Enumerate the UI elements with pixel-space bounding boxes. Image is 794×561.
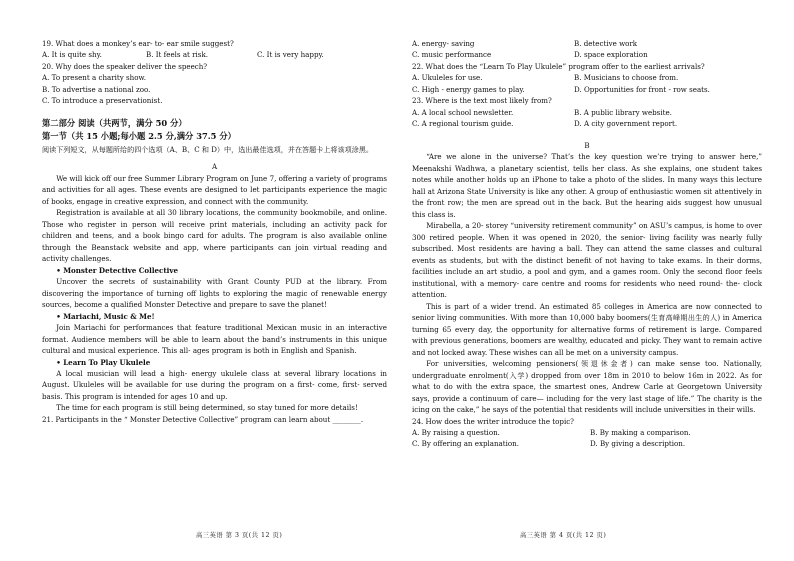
option-19-b: B. It feels at risk. — [146, 50, 209, 60]
passage-a-paragraph: Registration is available at all 30 library locations, the community bookmobile, and online. Those who register in person will receive print materials, including an activity pack for children and teens, and a book bingo card for adults. The program is also available online through the Beanstack website and app, where participants can join virtual reading and activity challenges. — [42, 208, 387, 264]
option-24-c: C. By offering an explanation. — [412, 439, 519, 449]
question-24-options-row — [412, 427, 762, 438]
option-19-c: C. It is very happy. — [257, 50, 324, 60]
section1-heading: 第一节（共 15 小题;每小题 2.5 分,满分 37.5 分） — [42, 131, 236, 142]
option-23-a: A. A local school newsletter. — [412, 107, 514, 117]
passage-b-paragraph: Mirabella, a 20- storey “university retirement community” on ASU’s campus, is home to over 300 retired people. When it was opened in 2020, the senior- living facility was nearly fully subscribed. Most residents are having a ball. They can attend the same classes and cultural events as students, but with the distinct benefit of not having to take exams. In their dorms, facilities include an art studio, a pool and gym, and a games room. Only the second floor feels institutional, with a memory- care centre and rooms for residents who need round- the- clock attention. — [412, 221, 762, 300]
question-19-options — [42, 49, 387, 60]
question-21-options-row — [412, 49, 762, 60]
option-23-b: B. A public library website. — [574, 107, 672, 117]
left-column — [42, 38, 387, 425]
option-19-a: A. It is quite shy. — [42, 50, 102, 60]
option-23-d: D. A city government report. — [574, 119, 678, 129]
option-22-b: B. Musicians to choose from. — [574, 73, 679, 83]
page-footer-right: 高三英语 第 4 页(共 12 页) — [520, 532, 607, 539]
option-22-a: A. Ukuleles for use. — [412, 73, 483, 83]
question-23-options-row — [412, 118, 762, 129]
passage-a-closing: The time for each program is still being determined, so stay tuned for more details! — [56, 403, 358, 413]
page-footer-left: 高三英语 第 3 页(共 12 页) — [196, 532, 283, 539]
question-24-options-row — [412, 438, 762, 449]
question-22-options-row — [412, 72, 762, 83]
program-title-ukulele: • Learn To Play Ukulele — [56, 357, 151, 367]
right-column — [412, 38, 762, 450]
option-24-a: A. By raising a question. — [412, 427, 500, 437]
question-24: 24. How does the writer introduce the topic? — [412, 416, 574, 426]
option-20-c: C. To introduce a preservationist. — [42, 96, 163, 106]
option-21-b: B. detective work — [574, 39, 638, 48]
program-text-mariachi: Join Mariachi for performances that feature traditional Mexican music in an interactive format. Audience members will be able to learn about the band’s instruments in this unique cultural and musical experience. This all- ages program is both in English and Spanish. — [42, 323, 387, 356]
passage-b-paragraph: “Are we alone in the universe? That’s the key question we’re trying to answer here,” Meenakshi Wadhwa, a planetary scientist, tells her class. As she explains, one student takes notes while another holds up an iPhone to take a photo of the slides. In many ways this lecture hall at Arizona State University is like any other. A group of enthusiastic women sit attentively in the front row; the men are spread out in the back. But the hearing aids suggest how unusual this class is. — [412, 152, 762, 219]
passage-a-label: A — [211, 162, 218, 172]
question-22-options-row — [412, 84, 762, 95]
question-22: 22. What does the “Learn To Play Ukulele” program offer to the earliest arrivals? — [412, 61, 705, 71]
passage-b-paragraph: For universities, welcoming pensioners(领退休金者) can make sense too. Nationally, undergraduate enrolment(入学) dropped from over 18m in 2010 to below 16m in 2022. As for what to do with the extra space, the smartest ones, Andrew Carle at Georgetown University says, provide a continuum of care— including for the very last stage of life.” The charity is the icing on the cake,” he says of the potential that residents will include universities in their wills. — [412, 359, 762, 415]
part2-heading: 第二部分 阅读（共两节，满分 50 分） — [42, 117, 187, 128]
spacer — [42, 107, 387, 117]
program-text-ukulele: A local musician will lead a high- energy ukulele class at several library locations in August. Ukuleles will be available for use during the program on a first- come, first- served basis. This program is intended for ages 10 and up. — [42, 368, 387, 401]
question-21-options-row — [412, 38, 762, 49]
passage-b-paragraph: This is part of a wider trend. An estimated 85 colleges in America are now connected to senior living communities. With more than 10,000 baby boomers(生育高峰期出生的人) in America turning 65 every day, the opportunity for alternative forms of retirement is large. Compared with previous generations, boomers are wealthy, educated and picky. They want to remain active and not locked away. These wishes can all be met on a university campus. — [412, 301, 762, 357]
program-title-mariachi: • Mariachi, Music & Me! — [56, 311, 155, 321]
option-22-d: D. Opportunities for front - row seats. — [574, 84, 710, 94]
question-19: 19. What does a monkey’s ear- to- ear smile suggest? — [42, 39, 234, 48]
program-text-monster-detective: Uncover the secrets of sustainability with Grant County PUD at the library. From discovering the importance of turning off lights to exploring the magic of renewable energy sources, become a qualified Monster Detective and prepare to save the planet! — [42, 277, 387, 310]
program-title-monster-detective: • Monster Detective Collective — [56, 265, 178, 275]
reading-instruction: 阅读下列短文，从每题所给的四个选项（A、B、C 和 D）中，选出最佳选项，并在答题卡上将该项涂黑。 — [42, 144, 373, 154]
passage-a-paragraph: We will kick off our free Summer Library Program on June 7, offering a variety of programs and activities for all ages. These events are designed to let participants experience the magic of books, engage in creative expression, and connect with the community. — [42, 173, 387, 206]
option-21-d: D. space exploration — [574, 50, 648, 60]
question-23: 23. Where is the text most likely from? — [412, 96, 552, 106]
option-23-c: C. A regional tourism guide. — [412, 119, 514, 129]
option-20-a: A. To present a charity show. — [42, 73, 146, 83]
spacer — [412, 130, 762, 140]
option-22-c: C. High - energy games to play. — [412, 84, 525, 94]
question-23-options-row — [412, 107, 762, 118]
option-20-b: B. To advertise a national zoo. — [42, 84, 151, 94]
passage-b-label: B — [584, 140, 590, 150]
option-21-c: C. music performance — [412, 50, 492, 60]
question-20: 20. Why does the speaker deliver the speech? — [42, 61, 208, 71]
option-24-b: B. By making a comparison. — [590, 427, 691, 437]
option-21-a: A. energy- saving — [412, 39, 475, 48]
option-24-d: D. By giving a description. — [590, 439, 686, 449]
question-21: 21. Participants in the “ Monster Detective Collective” program can learn about ________. — [42, 414, 364, 424]
